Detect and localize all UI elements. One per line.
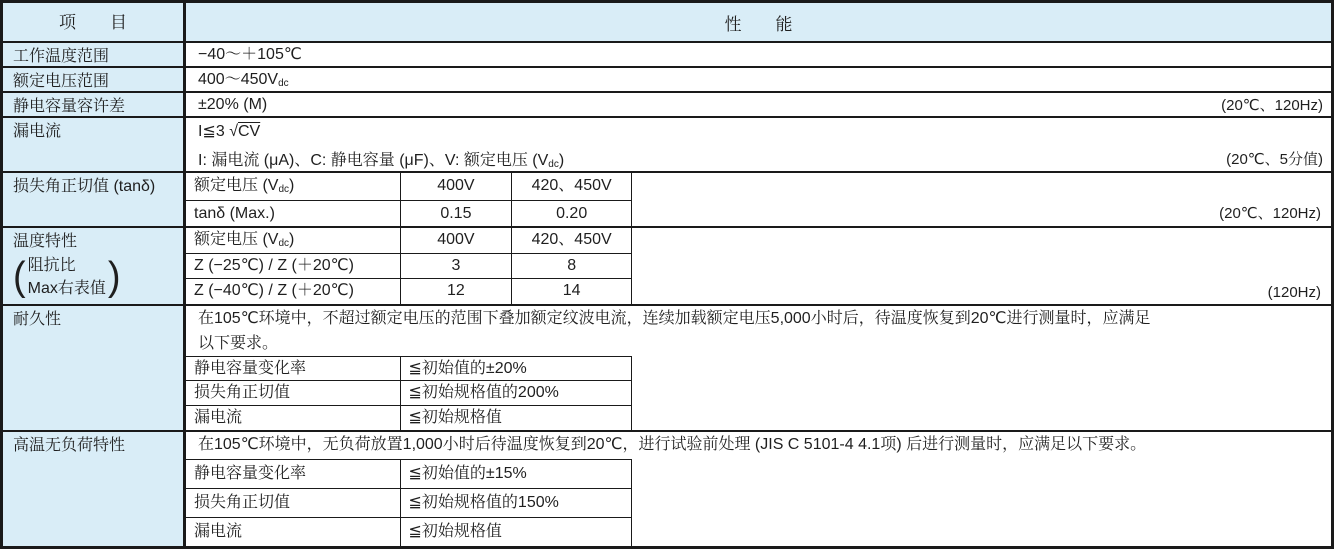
subtable-header-400v: 400V xyxy=(400,228,512,253)
temp-char-paren-group xyxy=(13,254,177,300)
row-label: 额定电压范围 xyxy=(3,68,186,91)
requirement-row xyxy=(186,356,632,380)
impedance-ratio-label: Z (−25℃) / Z (＋20℃) xyxy=(194,257,354,274)
row-label: 漏电流 xyxy=(3,118,186,171)
requirement-value: ≦初始规格值 xyxy=(400,518,631,546)
tan-delta-420-450v-value: 0.20 xyxy=(511,201,631,227)
condition-note: (20℃、5分值) xyxy=(1226,150,1323,168)
subtable-value-row xyxy=(186,200,632,227)
row-operating-temp xyxy=(3,43,1331,68)
high-temp-subtable xyxy=(186,459,1331,546)
dc-subscript: dc xyxy=(278,238,290,249)
requirement-row xyxy=(186,459,632,488)
subtable-header-420-450v: 420、450V xyxy=(511,173,631,200)
requirement-label: 静电容量变化率 xyxy=(194,360,307,377)
requirement-row xyxy=(186,517,632,546)
row-label: 损失角正切值 (tanδ) xyxy=(3,173,186,226)
subtable-header-row xyxy=(186,228,632,253)
condition-note: (20℃、120Hz) xyxy=(1219,205,1321,222)
row-leakage-current xyxy=(3,118,1331,173)
subtable-header-label: 额定电压 $(V_{dc})$ xyxy=(194,231,295,249)
requirement-value: ≦初始值的±20% xyxy=(400,357,631,380)
open-paren: ( xyxy=(13,254,26,300)
table-header-row xyxy=(3,3,1331,43)
row-rated-voltage xyxy=(3,68,1331,93)
dc-subscript: dc xyxy=(278,184,290,195)
row-label: 静电容量容许差 xyxy=(3,93,186,116)
radicand: CV xyxy=(237,123,261,140)
leakage-legend: I: 漏电流 (μA)、C: 静电容量 (μF)、V: 额定电压 $(V_{dc})$ xyxy=(198,151,565,170)
high-temp-description: 在105℃环境中，无负荷放置1,000小时后待温度恢复到20℃，进行试验前处理 (JIS C 5101-4 4.1项) 后进行测量时，应满足以下要求。 xyxy=(198,436,1147,453)
impedance-row-minus40 xyxy=(186,278,632,304)
requirement-row xyxy=(186,488,632,517)
row-label: 高温无负荷特性 xyxy=(3,432,186,546)
subtable-header-420-450v: 420、450V xyxy=(511,228,631,253)
header-performance-cell: 性 能 xyxy=(186,3,1331,41)
impedance-420-450v-value: 8 xyxy=(511,254,631,278)
row-capacitance-tolerance xyxy=(3,93,1331,118)
radical-sign: √ xyxy=(229,123,238,140)
impedance-400v-value: 12 xyxy=(400,279,512,304)
dc-subscript: dc xyxy=(548,158,559,170)
subtable-header-row xyxy=(186,173,632,200)
header-item-cell: 项 目 xyxy=(3,3,186,41)
requirement-value: ≦初始规格值的200% xyxy=(400,381,631,405)
impedance-row-minus25 xyxy=(186,253,632,278)
row-high-temp-no-load xyxy=(3,432,1331,546)
requirement-row xyxy=(186,405,632,430)
rated-voltage-value: $400\sim 450V_{dc}$ xyxy=(198,71,289,89)
row-label xyxy=(3,228,186,304)
subtable-header-400v: 400V xyxy=(400,173,512,200)
dc-subscript: dc xyxy=(278,78,289,89)
requirement-value: ≦初始规格值的150% xyxy=(400,489,631,517)
row-endurance xyxy=(3,306,1331,432)
subtable-header-label: 额定电压 $(V_{dc})$ xyxy=(194,177,295,195)
temp-char-title: 温度特性 xyxy=(13,233,78,250)
row-label: 耐久性 xyxy=(3,306,186,430)
row-tan-delta xyxy=(3,173,1331,228)
requirement-label: 损失角正切值 xyxy=(194,384,291,401)
tan-delta-max-label: tanδ (Max.) xyxy=(194,205,275,222)
row-temp-characteristics xyxy=(3,228,1331,306)
condition-note: (120Hz) xyxy=(1267,284,1321,301)
requirement-row xyxy=(186,380,632,405)
requirement-label: 漏电流 xyxy=(194,523,243,540)
impedance-420-450v-value: 14 xyxy=(511,279,631,304)
requirement-label: 损失角正切值 xyxy=(194,494,291,511)
condition-note: (20℃、120Hz) xyxy=(1221,97,1323,114)
tan-delta-subtable xyxy=(186,173,1331,227)
impedance-ratio-label: 阻抗比 xyxy=(27,257,76,274)
requirement-label: 漏电流 xyxy=(194,409,243,426)
row-label: 工作温度范围 xyxy=(3,43,186,66)
impedance-400v-value: 3 xyxy=(400,254,512,278)
close-paren: ) xyxy=(107,254,121,300)
leakage-formula: I≦3 √CV xyxy=(198,123,261,140)
tan-delta-400v-value: 0.15 xyxy=(400,201,512,227)
temp-char-subtable xyxy=(186,228,1331,304)
max-table-note: Max右表值 xyxy=(27,280,106,297)
endurance-description: 在105℃环境中，不超过额定电压的范围下叠加额定纹波电流，连续加载额定电压5,000小时后，待温度恢复到20℃进行测量时，应满足 以下要求。 xyxy=(198,310,1151,352)
capacitance-tolerance-value: ±20% (M) xyxy=(198,96,268,113)
requirement-value: ≦初始规格值 xyxy=(400,406,631,430)
requirement-value: ≦初始值的±15% xyxy=(400,460,631,488)
endurance-subtable xyxy=(186,356,1331,430)
operating-temp-value: −40～＋105℃ xyxy=(198,46,302,63)
impedance-ratio-label: Z (−40℃) / Z (＋20℃) xyxy=(194,282,354,299)
requirement-label: 静电容量变化率 xyxy=(194,465,307,482)
